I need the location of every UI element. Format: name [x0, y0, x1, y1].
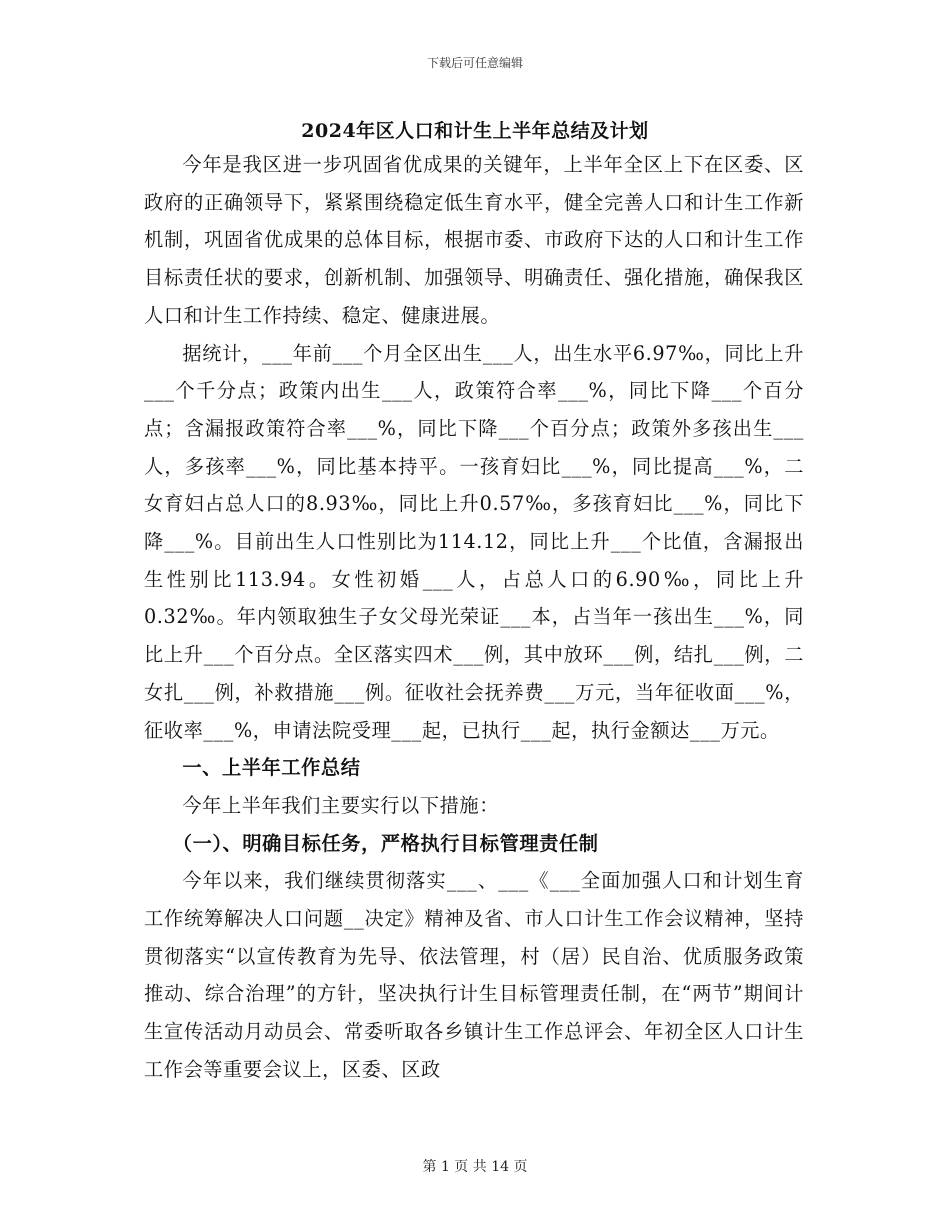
document-title: 2024年区人口和计生上半年总结及计划 — [301, 120, 649, 142]
section-heading: 一、上半年工作总结 — [182, 756, 361, 780]
paragraph-intro: 今年是我区进一步巩固省优成果的关键年，上半年全区上下在区委、区政府的正确领导下，紧紧围绕稳定低生育水平，健全完善人口和计生工作新机制，巩固省优成果的总体目标，根据市委、市政府下达的人口和计生工作目标责任状的要求，创新机制、加强领导、明确责任、强化措施，确保我区人口和计生工作持续、稳定、健康进展。 — [144, 153, 804, 327]
page-number: 第 1 页 共 14 页 — [422, 1159, 528, 1175]
document-body — [144, 146, 804, 1089]
page-header-note: 下载后可任意编辑 — [426, 56, 523, 70]
subsection-heading: （一）、明确目标任务，严格执行目标管理责任制 — [172, 831, 599, 855]
section-intro: 今年上半年我们主要实行以下措施： — [182, 793, 499, 817]
paragraph-statistics: 据统计，___年前___个月全区出生___人，出生水平6.97‰，同比上升___个千分点；政策内出生___人，政策符合率___%，同比下降___个百分点；含漏报政策符合率___%，同比下降___个百分点；政策外多孩出生___人，多孩率___%，同比基本持平。一孩育妇比___%，同比提高___%，二女育妇占总人口的8.93‰，同比上升0.57‰，多孩育妇比___%，同比下降___%。目前出生人口性别比为114.12，同比上升___个比值，含漏报出生性别比113.94。女性初婚___人，占总人口的6.90‰，同比上升0.32‰。年内领取独生子女父母光荣证___本，占当年一孩出生___%，同比上升___个百分点。全区落实四术___例，其中放环___例，结扎___例，二女扎___例，补救措施___例。征收社会抚养费___万元，当年征收面___%，征收率___%，申请法院受理___起，已执行___起，执行金额达___万元。 — [144, 341, 804, 742]
subsection-paragraph: 今年以来，我们继续贯彻落实___、___《___全面加强人口和计划生育工作统筹解决人口问题__决定》精神及省、市人口计生工作会议精神，坚持贯彻落实“以宣传教育为先导、依法管理，村（居）民自治、优质服务政策推动、综合治理”的方针，坚决执行计生目标管理责任制，在“两节”期间计生宣传活动月动员会、常委听取各乡镇计生工作总评会、年初全区人口计生工作会等重要会议上，区委、区政 — [144, 869, 804, 1081]
